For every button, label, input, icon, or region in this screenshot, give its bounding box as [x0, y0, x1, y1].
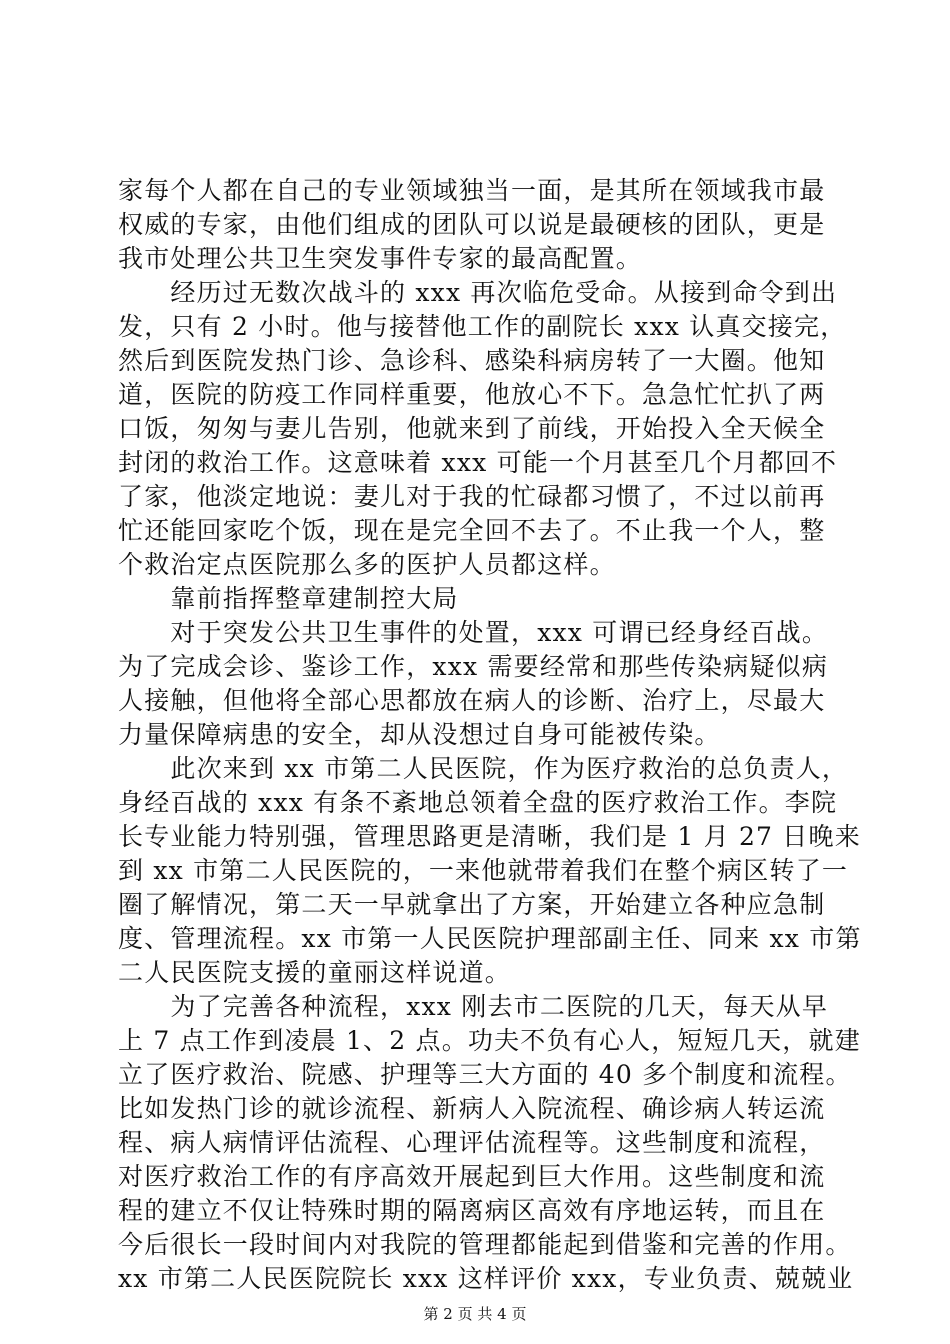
text-line: 长专业能力特别强，管理思路更是清晰，我们是 1 月 27 日晚来	[118, 822, 861, 851]
text-line: 身经百战的 xxx 有条不紊地总领着全盘的医疗救治工作。李院	[118, 788, 838, 817]
section-heading: 靠前指挥整章建制控大局	[118, 584, 459, 613]
text-line: xx 市第二人民医院院长 xxx 这样评价 xxx，专业负责、兢兢业	[118, 1264, 854, 1293]
text-line: 对于突发公共卫生事件的处置，xxx 可谓已经身经百战。	[118, 618, 829, 647]
text-line: 对医疗救治工作的有序高效开展起到巨大作用。这些制度和流	[118, 1162, 826, 1191]
text-line: 圈了解情况，第二天一早就拿出了方案，开始建立各种应急制	[118, 890, 826, 919]
text-line: 家每个人都在自己的专业领域独当一面，是其所在领域我市最	[118, 176, 826, 205]
text-line: 到 xx 市第二人民医院的，一来他就带着我们在整个病区转了一	[118, 856, 849, 885]
text-line: 然后到医院发热门诊、急诊科、感染科病房转了一大圈。他知	[118, 346, 826, 375]
text-line: 我市处理公共卫生突发事件专家的最高配置。	[118, 244, 643, 273]
text-line: 立了医疗救治、院感、护理等三大方面的 40 多个制度和流程。	[118, 1060, 852, 1089]
page-number-footer: 第 2 页 共 4 页	[423, 1305, 527, 1323]
text-line: 程的建立不仅让特殊时期的隔离病区高效有序地运转，而且在	[118, 1196, 826, 1225]
text-line: 比如发热门诊的就诊流程、新病人入院流程、确诊病人转运流	[118, 1094, 826, 1123]
text-line: 此次来到 xx 市第二人民医院，作为医疗救治的总负责人，	[118, 754, 849, 783]
text-line: 度、管理流程。xx 市第一人民医院护理部副主任、同来 xx 市第	[118, 924, 862, 953]
text-line: 为了完善各种流程，xxx 刚去市二医院的几天，每天从早	[118, 992, 829, 1021]
text-line: 发，只有 2 小时。他与接替他工作的副院长 xxx 认真交接完，	[118, 312, 847, 341]
text-line: 上 7 点工作到凌晨 1、2 点。功夫不负有心人，短短几天，就建	[118, 1026, 861, 1055]
text-line: 个救治定点医院那么多的医护人员都这样。	[118, 550, 616, 579]
text-line: 口饭，匆匆与妻儿告别，他就来到了前线，开始投入全天候全	[118, 414, 826, 443]
text-line: 程、病人病情评估流程、心理评估流程等。这些制度和流程，	[118, 1128, 826, 1157]
text-line: 封闭的救治工作。这意味着 xxx 可能一个月甚至几个月都回不	[118, 448, 838, 477]
text-line: 人接触，但他将全部心思都放在病人的诊断、治疗上，尽最大	[118, 686, 826, 715]
text-line: 今后很长一段时间内对我院的管理都能起到借鉴和完善的作用。	[118, 1230, 852, 1259]
text-line: 经历过无数次战斗的 xxx 再次临危受命。从接到命令到出	[118, 278, 838, 307]
text-line: 力量保障病患的安全，却从没想过自身可能被传染。	[118, 720, 721, 749]
text-line: 权威的专家，由他们组成的团队可以说是最硬核的团队，更是	[118, 210, 826, 239]
text-line: 忙还能回家吃个饭，现在是完全回不去了。不止我一个人，整	[118, 516, 826, 545]
text-line: 二人民医院支援的童丽这样说道。	[118, 958, 512, 987]
text-line: 道，医院的防疫工作同样重要，他放心不下。急急忙忙扒了两	[118, 380, 826, 409]
text-line: 为了完成会诊、鉴诊工作，xxx 需要经常和那些传染病疑似病	[118, 652, 829, 681]
text-line: 了家，他淡定地说：妻儿对于我的忙碌都习惯了，不过以前再	[118, 482, 826, 511]
